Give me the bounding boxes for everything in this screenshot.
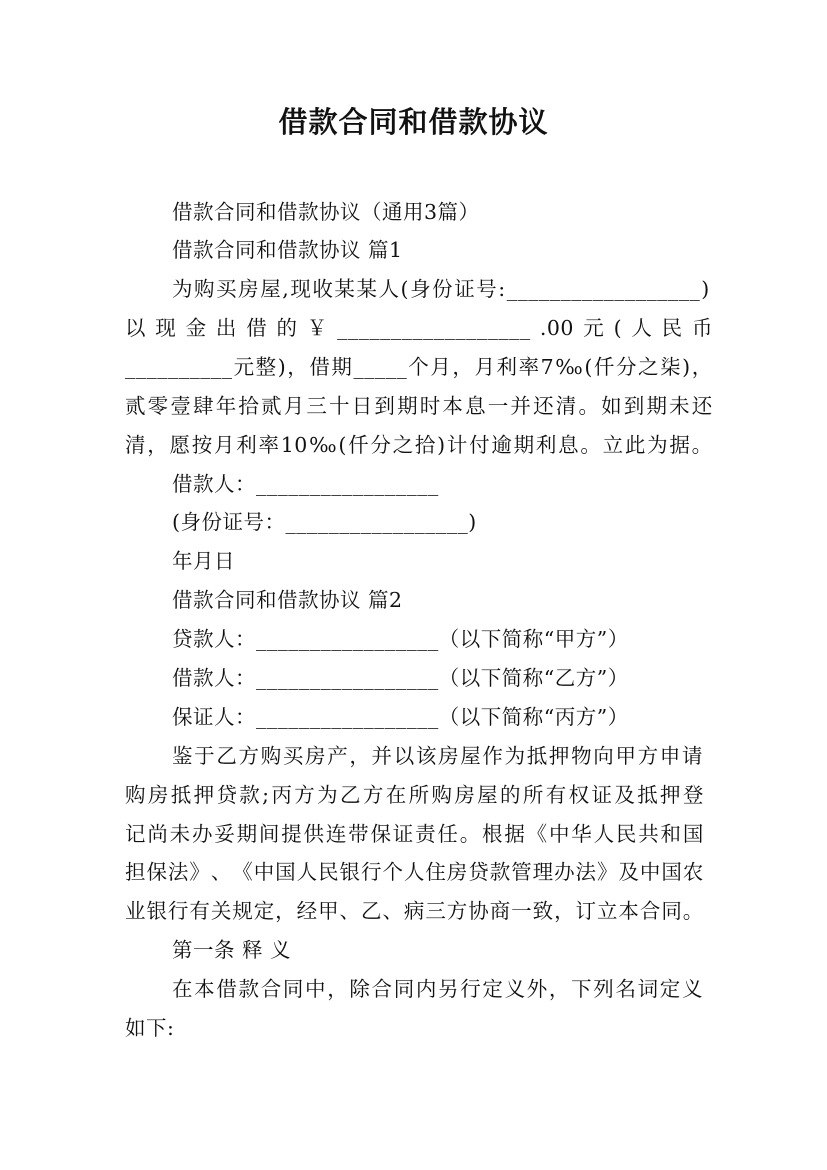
paragraph-line: 贰 零 壹 肆 年 拾 贰 月 三 十 日 到 期 时 本 息 一 并 还 清 。 如 到 期 未 还	[125, 394, 713, 418]
paragraph-line: 借款人：_________________	[172, 472, 439, 496]
paragraph-line: 担 保 法 》 、 《 中 国 人 民 银 行 个 人 住 房 贷 款 管 理 办 法 》 及 中 国 农	[125, 860, 704, 884]
paragraph-line: 保证人：_________________（以下简称“丙方”）	[172, 705, 629, 729]
paragraph-line: 贷款人：_________________（以下简称“甲方”）	[172, 627, 629, 651]
paragraph-line: __________ 元 整 ) ， 借 期 _____ 个 月 ， 月 利 率 7 ‰ ( 仟 分 之 柒 ) ，	[125, 355, 713, 379]
paragraph-line: 记 尚 未 办 妥 期 间 提 供 连 带 保 证 责 任 。 根 据 《 中 华 人 民 共 和 国	[125, 822, 704, 846]
paragraph-line: (身份证号：_________________)	[172, 510, 477, 534]
paragraph-line: 借款合同和借款协议 篇2	[172, 588, 403, 612]
paragraph-line: 借款人：_________________（以下简称“乙方”）	[172, 666, 629, 690]
paragraph-line: 购 房 抵 押 贷 款 ; 丙 方 为 乙 方 在 所 购 房 屋 的 所 有 权 证 及 抵 押 登	[125, 783, 704, 807]
document-title: 借款合同和借款协议	[278, 105, 549, 139]
paragraph-line: 鉴 于 乙 方 购 买 房 产 ， 并 以 该 房 屋 作 为 抵 押 物 向 甲 方 申 请	[172, 744, 703, 768]
paragraph-line: 年月日	[172, 549, 235, 573]
paragraph-line: 借款合同和借款协议 篇1	[172, 238, 403, 262]
paragraph-line: 借款合同和借款协议（通用3篇）	[172, 200, 480, 224]
section-heading: 第一条 释 义	[172, 938, 292, 962]
paragraph-line: 清 ， 愿 按 月 利 率 10 ‰ ( 仟 分 之 拾 ) 计 付 逾 期 利 息 。 立 此 为 据 。	[125, 433, 713, 457]
paragraph-line: 以 现 金 出 借 的 ￥ __________________ .00 元 ( 人 民 币	[125, 316, 713, 340]
paragraph-line: 如下:	[125, 1016, 175, 1040]
paragraph-line: 为 购 买 房 屋 , 现 收 某 某 人 ( 身 份 证 号 : __________________ )	[172, 277, 710, 301]
paragraph-line: 业 银 行 有 关 规 定 ， 经 甲 、 乙 、 病 三 方 协 商 一 致 ， 订 立 本 合 同 。	[125, 899, 704, 923]
paragraph-line: 在 本 借 款 合 同 中 ， 除 合 同 内 另 行 定 义 外 ， 下 列 名 词 定 义	[172, 977, 703, 1001]
